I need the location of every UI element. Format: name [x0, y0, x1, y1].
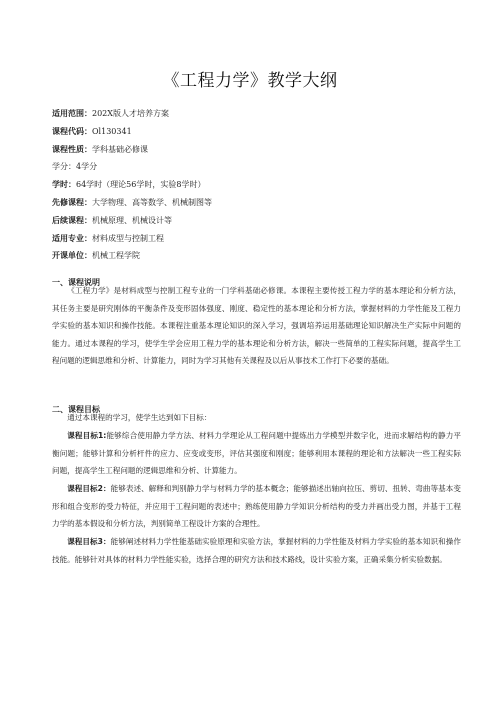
goal-paragraph — [52, 480, 461, 533]
goal-label: 课程目标3： — [67, 537, 111, 546]
section-heading: 二、课程目标 — [52, 405, 100, 414]
meta-dept — [52, 247, 472, 265]
meta-prereq — [52, 194, 472, 212]
meta-label: 课程代码： — [52, 126, 92, 136]
goal-paragraph — [52, 427, 461, 480]
meta-value: 学科基础必修课 — [92, 144, 148, 154]
goals-intro: 通过本课程的学习，使学生达到如下目标： — [67, 413, 212, 422]
meta-label: 适用范围： — [52, 109, 92, 118]
meta-code — [52, 123, 472, 141]
goal-text: 能够阐述材料力学性能基础实验原理和实验方法，掌握材料的力学性能及材料力学实验的基本知识和操作技能。能够针对具体的材料力学性能实验，选择合理的研究方法和技术路线，设计实验方案，正确采集分析实验数据。 — [52, 537, 461, 564]
meta-value: 202X版人才培养方案 — [92, 109, 169, 118]
document-title: 《工程力学》教学大纲 — [162, 71, 338, 91]
meta-value: 机械工程学院 — [92, 251, 140, 261]
meta-hours — [52, 176, 472, 194]
meta-label: 学时： — [52, 180, 76, 190]
goal-label: 课程目标1: — [67, 431, 107, 440]
meta-credits — [52, 158, 472, 176]
meta-scope — [52, 105, 472, 123]
goal-paragraph — [52, 533, 461, 568]
meta-label: 课程性质： — [52, 144, 92, 154]
course-info — [52, 105, 472, 265]
meta-value: 材料成型与控制工程 — [92, 233, 164, 243]
meta-label: 先修课程： — [52, 197, 92, 207]
meta-followup — [52, 212, 472, 230]
meta-label: 开课单位： — [52, 251, 92, 261]
meta-value: 大学物理、高等数学、机械制图等 — [92, 197, 212, 207]
meta-value: 64学时（理论56学时，实验8学时） — [76, 180, 206, 190]
meta-major — [52, 230, 472, 248]
goal-text: 能够综合使用静力学方法、材料力学理论从工程问题中提炼出力学模型并数字化，进而求解结构的静力平衡问题；能够计算和分析杆件的应力、应变或变形，评估其强度和刚度；能够利用本课程的理论和方法解决一些工程实际问题，提高学生工程问题的逻辑思维和分析、计算能力。 — [52, 431, 461, 476]
meta-value: Ol130341 — [92, 126, 132, 136]
meta-value: 学分：4学分 — [52, 162, 98, 172]
section-heading: 一、课程说明 — [52, 278, 100, 287]
goal-text: 能够表述、解释和判别静力学与材料力学的基本概念；能够描述出轴向拉压、剪切、扭转、弯曲等基本变形和组合变形的受力特征，并应用于工程问题的表述中；熟练使用静力学知识分析结构的受力并画出受力图，并基于工程力学的基本假设和分析方法，判别简单工程设计方案的合理性。 — [52, 484, 461, 529]
meta-nature — [52, 141, 472, 159]
meta-label: 后续课程： — [52, 215, 92, 225]
course-description: 《工程力学》是材料成型与控制工程专业的一门学科基础必修课。本课程主要传授工程力学的基本理论和分析方法，其任务主要是研究刚体的平衡条件及变形固体强度、刚度、稳定性的基本理论和分析方法，掌握材料的力学性能及工程力学实验的基本知识和操作技能。本课程注重基本理论知识的深入学习，强调培养运用基础理论知识解决生产实际中问题的能力。通过本课程的学习，使学生学会应用工程力学的基本理论和分析方法，解决一些简单的工程实际问题，提高学生工程问题的逻辑思维和分析、计算能力，同时为学习其他有关课程及以后从事技术工作打下必要的基础。 — [52, 286, 461, 366]
meta-value: 机械原理、机械设计等 — [92, 215, 172, 225]
goal-label: 课程目标2： — [67, 484, 111, 493]
meta-label: 适用专业： — [52, 233, 92, 243]
